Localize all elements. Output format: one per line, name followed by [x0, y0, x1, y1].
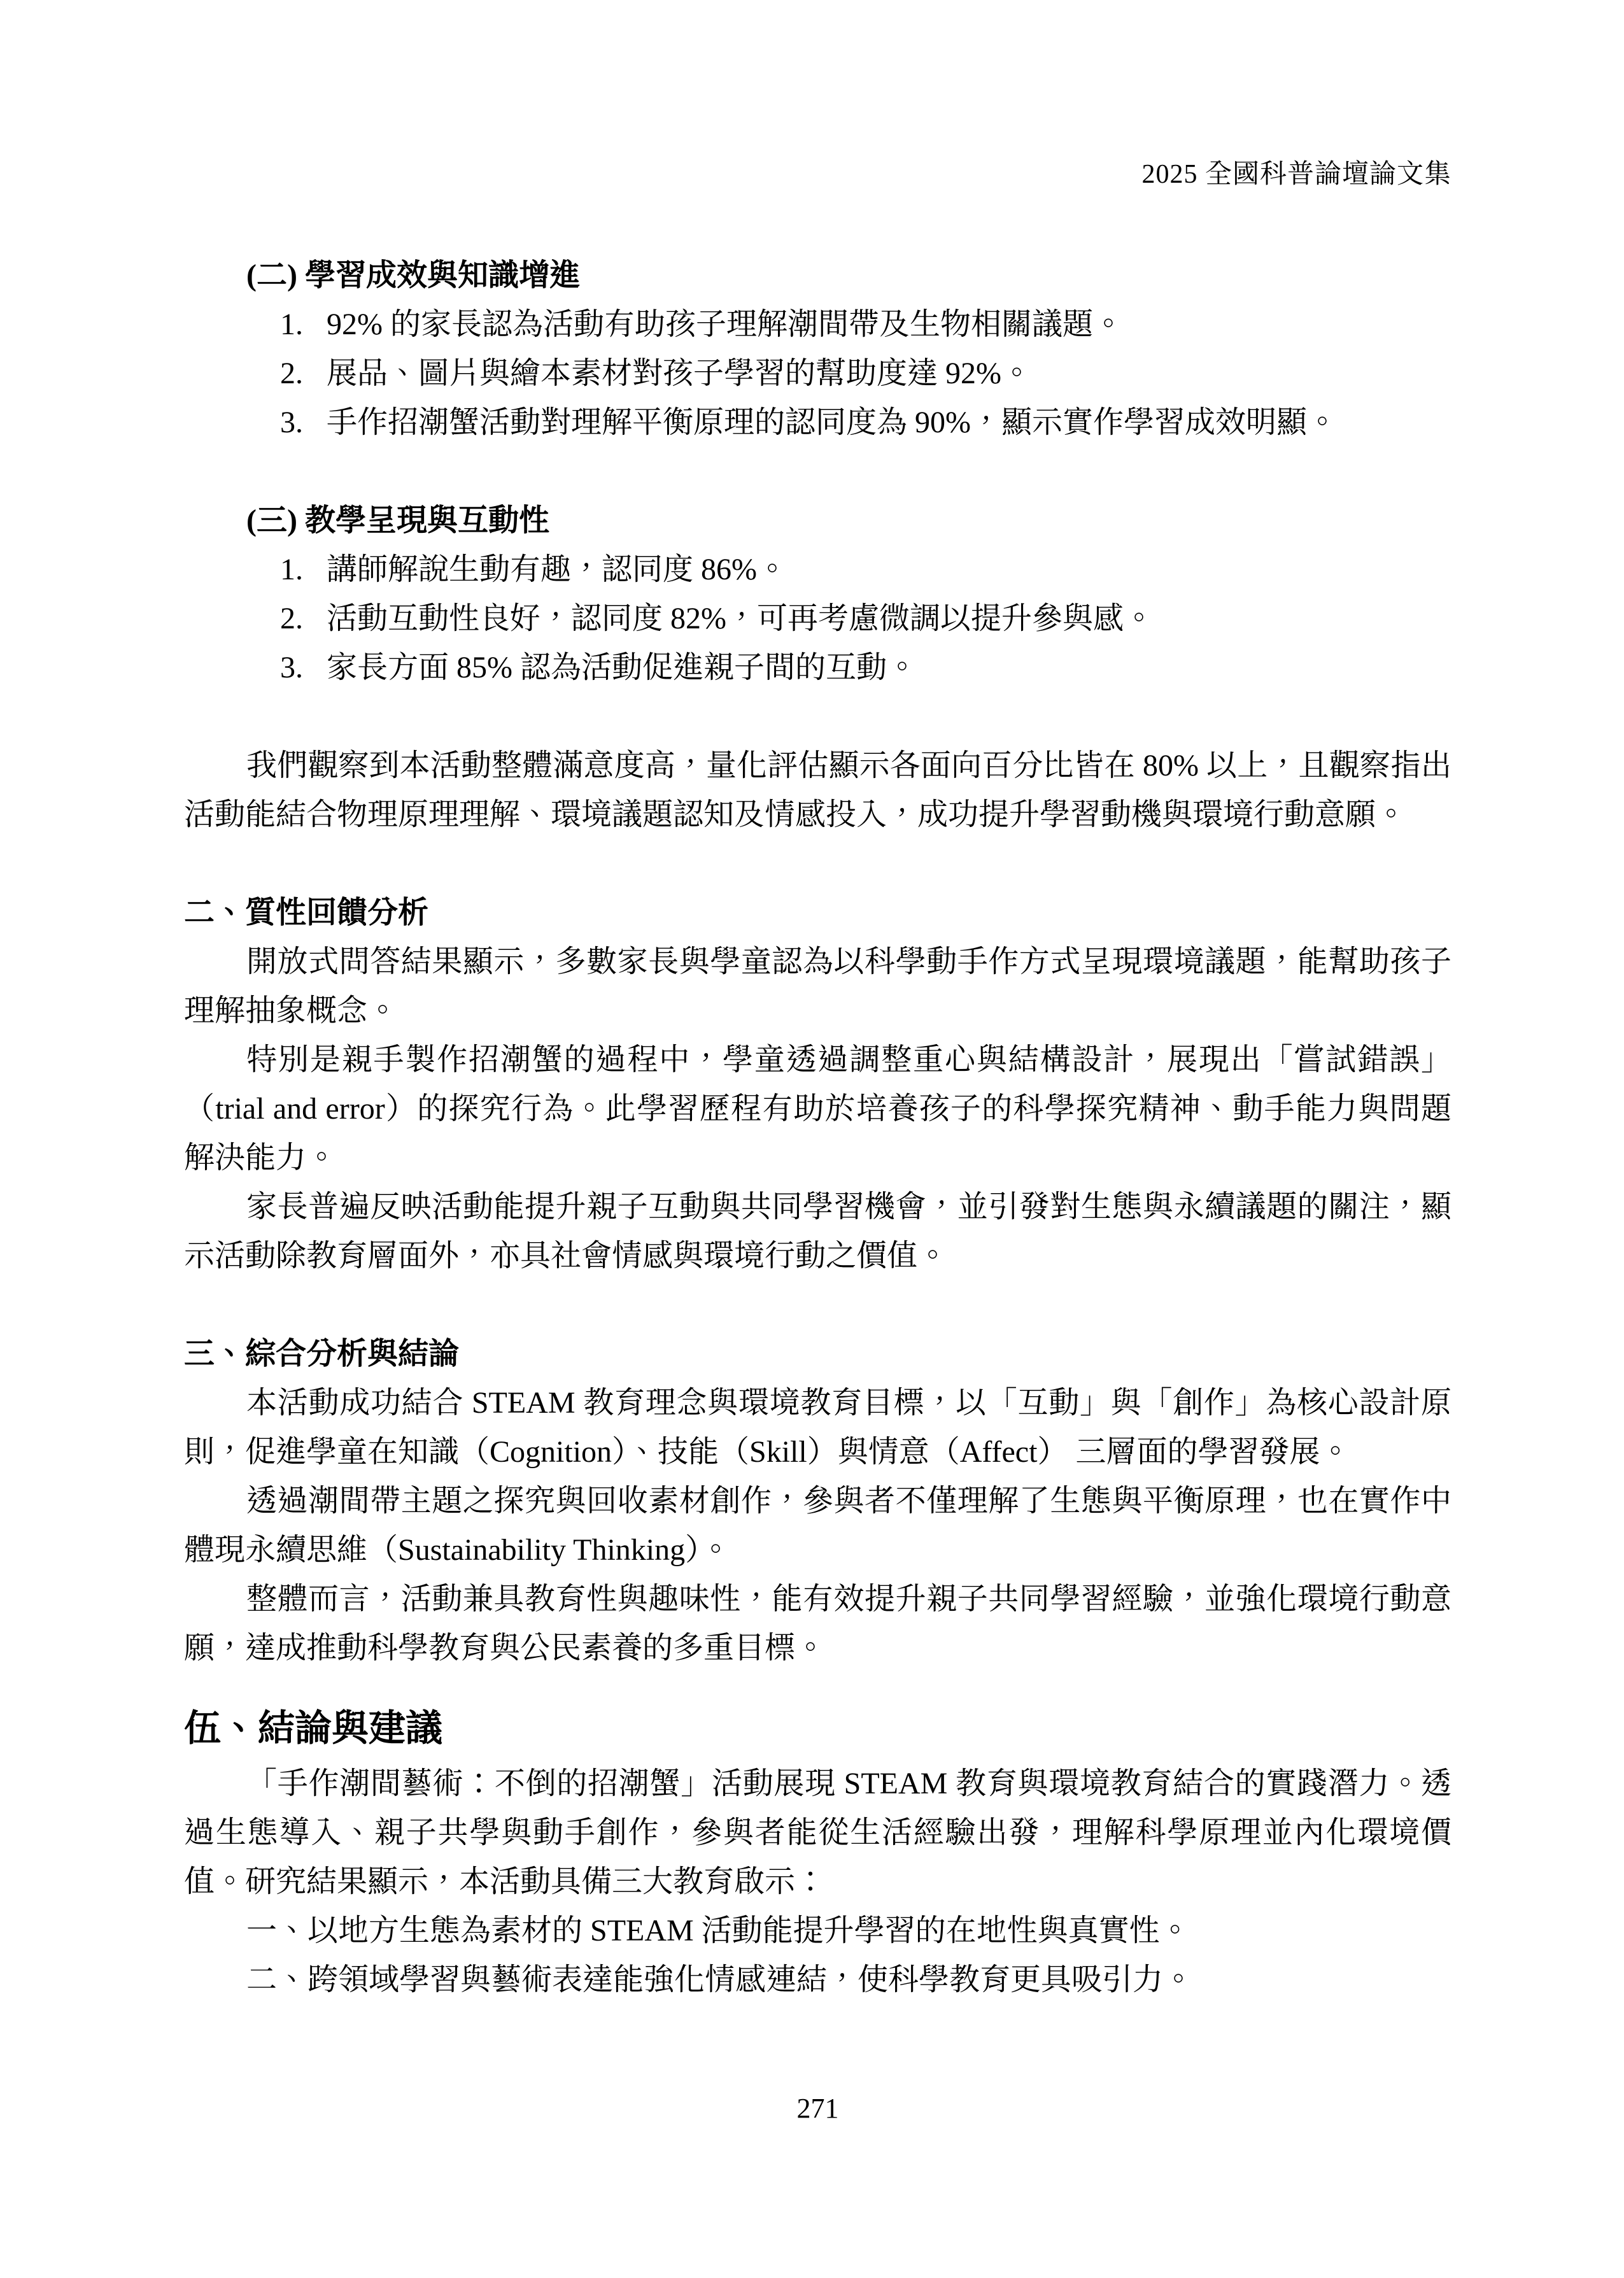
conclusion-insight-2: 二、跨領域學習與藝術表達能強化情感連結，使科學教育更具吸引力。: [246, 1963, 1194, 1997]
list-item: [184, 398, 1451, 447]
paragraph-qualitative-2: 特別是親手製作招潮蟹的過程中，學童透過調整重心與結構設計，展現出「嘗試錯誤」（trial and error）的探究行為。此學習歷程有助於培養孩子的科學探究精神、動手能力與問題解決能力。: [184, 1043, 1451, 1175]
heading-qualitative-feedback: 二、質性回饋分析: [184, 896, 429, 930]
list-item-number: 2.: [280, 357, 303, 390]
list-learning-outcomes: [184, 300, 1451, 447]
paragraph-qualitative-3: 家長普遍反映活動能提升親子互動與共同學習機會，並引發對生態與永續議題的關注，顯示活動除教育層面外，亦具社會情感與環境行動之價值。: [184, 1190, 1451, 1273]
list-item-text: 92% 的家長認為活動有助孩子理解潮間帶及生物相關議題。: [327, 308, 1124, 341]
list-item: [184, 545, 1451, 594]
running-header: 2025 全國科普論壇論文集: [1141, 160, 1451, 189]
paragraph-conclusion-lead: 「手作潮間藝術：不倒的招潮蟹」活動展現 STEAM 教育與環境教育結合的實踐潛力。透過生態導入、親子共學與動手創作，參與者能從生活經驗出發，理解科學原理並內化環境價值。研究結果顯示，本活動具備三大教育啟示：: [184, 1767, 1451, 1899]
list-item: [184, 594, 1451, 643]
list-item-number: 3.: [280, 651, 303, 684]
list-item: [184, 643, 1451, 692]
list-item: [184, 300, 1451, 349]
paragraph-synthesis-3: 整體而言，活動兼具教育性與趣味性，能有效提升親子共同學習經驗，並強化環境行動意願，達成推動科學教育與公民素養的多重目標。: [184, 1582, 1451, 1665]
heading-conclusion-recommendations: 伍、結論與建議: [184, 1708, 443, 1749]
list-teaching-interaction: [184, 545, 1451, 692]
list-item-text: 講師解說生動有趣，認同度 86%。: [327, 553, 787, 586]
paragraph-synthesis-1: 本活動成功結合 STEAM 教育理念與環境教育目標，以「互動」與「創作」為核心設計原則，促進學童在知識（Cognition）、技能（Skill）與情意（Affect） 三層面的學習發展。: [184, 1386, 1451, 1469]
list-item-text: 家長方面 85% 認為活動促進親子間的互動。: [327, 651, 917, 684]
list-item-number: 1.: [280, 553, 303, 586]
list-item-number: 2.: [280, 602, 303, 635]
list-item-number: 1.: [280, 308, 303, 341]
list-item-text: 展品、圖片與繪本素材對孩子學習的幫助度達 92%。: [327, 357, 1032, 390]
list-item: [184, 349, 1451, 398]
list-item-text: 手作招潮蟹活動對理解平衡原理的認同度為 90%，顯示實作學習成效明顯。: [327, 406, 1338, 439]
paragraph-synthesis-2: 透過潮間帶主題之探究與回收素材創作，參與者不僅理解了生態與平衡原理，也在實作中體現永續思維（Sustainability Thinking）。: [184, 1484, 1451, 1567]
conclusion-insight-1: 一、以地方生態為素材的 STEAM 活動能提升學習的在地性與真實性。: [246, 1914, 1190, 1948]
heading-synthesis-conclusion: 三、綜合分析與結論: [184, 1337, 460, 1371]
paragraph-quantitative-summary: 我們觀察到本活動整體滿意度高，量化評估顯示各面向百分比皆在 80% 以上，且觀察指出活動能結合物理原理理解、環境議題認知及情感投入，成功提升學習動機與環境行動意願。: [184, 749, 1451, 831]
heading-learning-outcomes: (二) 學習成效與知識增進: [246, 258, 580, 292]
heading-teaching-interaction: (三) 教學呈現與互動性: [246, 504, 549, 537]
paragraph-qualitative-1: 開放式問答結果顯示，多數家長與學童認為以科學動手作方式呈現環境議題，能幫助孩子理解抽象概念。: [184, 945, 1451, 1028]
list-item-text: 活動互動性良好，認同度 82%，可再考慮微調以提升參與感。: [327, 602, 1154, 635]
page-number: 271: [796, 2093, 839, 2124]
list-item-number: 3.: [280, 406, 303, 439]
